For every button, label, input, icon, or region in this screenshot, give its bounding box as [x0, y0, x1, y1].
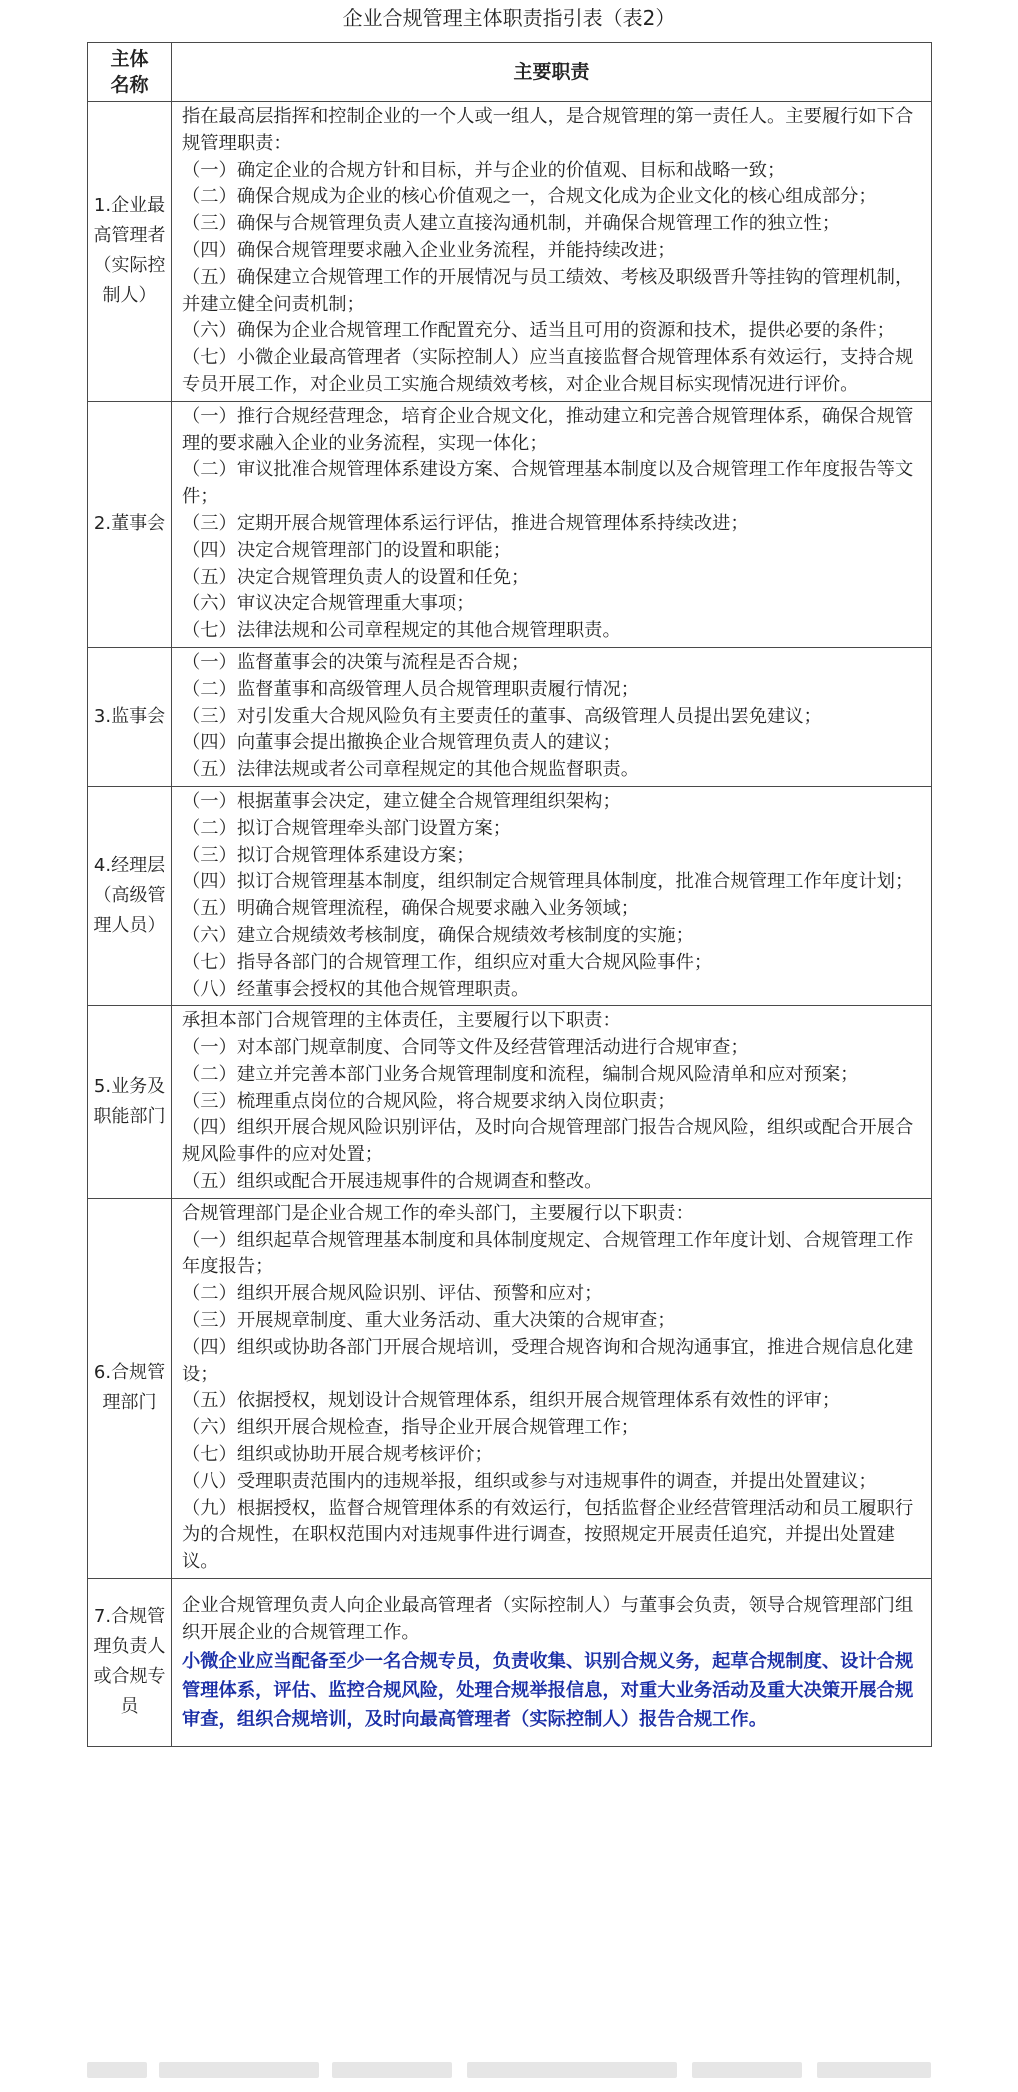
duties-cell — [172, 786, 932, 1005]
duty-line: （九）根据授权，监督合规管理体系的有效运行，包括监督企业经营管理活动和员工履职行为的合规性，在职权范围内对违规事件进行调查，按照规定开展责任追究，并提出处置建议。 — [182, 1497, 914, 1573]
duty-line: （四）向董事会提出撤换企业合规管理负责人的建议； — [182, 732, 621, 754]
duty-line: （八）受理职责范围内的违规举报，组织或参与对违规事件的调查，并提出处置建议； — [182, 1470, 877, 1492]
subject-cell: 6.合规管理部门 — [88, 1198, 172, 1578]
table-row — [88, 1198, 932, 1578]
duty-line: （六）建立合规绩效考核制度，确保合规绩效考核制度的实施； — [182, 924, 694, 946]
subject-cell: 1.企业最高管理者（实际控制人） — [88, 102, 172, 402]
duty-line: （六）组织开展合规检查，指导企业开展合规管理工作； — [182, 1417, 640, 1439]
blurred-footer — [87, 2058, 931, 2082]
subject-cell: 2.董事会 — [88, 401, 172, 647]
duty-line: （一）组织起草合规管理基本制度和具体制度规定、合规管理工作年度计划、合规管理工作年度报告； — [182, 1229, 914, 1278]
duty-line: （五）决定合规管理负责人的设置和任免； — [182, 566, 530, 588]
duty-line: （四）决定合规管理部门的设置和职能； — [182, 539, 512, 561]
header-subject: 主体名称 — [88, 43, 172, 102]
duty-table — [87, 42, 932, 1747]
duty-line: （六）审议决定合规管理重大事项； — [182, 593, 475, 615]
duty-line: （五）法律法规或者公司章程规定的其他合规监督职责。 — [182, 759, 640, 781]
duty-line: （一）对本部门规章制度、合同等文件及经营管理活动进行合规审查； — [182, 1037, 749, 1059]
duty-line: （八）经董事会授权的其他合规管理职责。 — [182, 978, 530, 1000]
duty-line: （一）监督董事会的决策与流程是否合规； — [182, 651, 530, 673]
table-row — [88, 1006, 932, 1199]
table-title: 企业合规管理主体职责指引表（表2） — [342, 6, 676, 30]
duties-cell — [172, 102, 932, 402]
duty-line: （一）确定企业的合规方针和目标，并与企业的价值观、目标和战略一致； — [182, 159, 786, 181]
highlighted-duty-line: 小微企业应当配备至少一名合规专员，负责收集、识别合规义务，起草合规制度、设计合规管理体系，评估、监控合规风险，处理合规举报信息，对重大业务活动及重大决策开展合规审查，组织合规培训，及时向最高管理者（实际控制人）报告合规工作。 — [182, 1650, 914, 1730]
table-row — [88, 102, 932, 402]
duty-line: 企业合规管理负责人向企业最高管理者（实际控制人）与董事会负责，领导合规管理部门组织开展企业的合规管理工作。 — [182, 1595, 914, 1643]
duty-line: （三）开展规章制度、重大业务活动、重大决策的合规审查； — [182, 1310, 676, 1332]
duty-line: （五）依据授权，规划设计合规管理体系，组织开展合规管理体系有效性的评审； — [182, 1390, 841, 1412]
duties-cell — [172, 1198, 932, 1578]
duty-line: （四）组织或协助各部门开展合规培训，受理合规咨询和合规沟通事宜，推进合规信息化建设； — [182, 1336, 914, 1385]
duties-cell — [172, 1579, 932, 1747]
duty-line: （七）法律法规和公司章程规定的其他合规管理职责。 — [182, 620, 621, 642]
subject-cell: 3.监事会 — [88, 647, 172, 786]
duty-line: 合规管理部门是企业合规工作的牵头部门，主要履行以下职责： — [182, 1202, 694, 1224]
duty-line: （七）指导各部门的合规管理工作，组织应对重大合规风险事件； — [182, 951, 713, 973]
duty-line: （二）拟订合规管理牵头部门设置方案； — [182, 817, 512, 839]
duty-line: （五）确保建立合规管理工作的开展情况与员工绩效、考核及职级晋升等挂钩的管理机制，并建立健全问责机制； — [182, 266, 914, 315]
duty-line: （三）对引发重大合规风险负有主要责任的董事、高级管理人员提出罢免建议； — [182, 705, 822, 727]
duty-line: （六）确保为企业合规管理工作配置充分、适当且可用的资源和技术，提供必要的条件； — [182, 320, 895, 342]
duty-line: （三）拟订合规管理体系建设方案； — [182, 844, 475, 866]
duty-line: （四）组织开展合规风险识别评估，及时向合规管理部门报告合规风险，组织或配合开展合规风险事件的应对处置； — [182, 1117, 914, 1166]
duty-line: （三）确保与合规管理负责人建立直接沟通机制，并确保合规管理工作的独立性； — [182, 213, 841, 235]
header-duties: 主要职责 — [172, 43, 932, 102]
duty-line: （七）小微企业最高管理者（实际控制人）应当直接监督合规管理体系有效运行，支持合规专员开展工作，对企业员工实施合规绩效考核，对企业合规目标实现情况进行评价。 — [182, 347, 914, 395]
duty-line: （二）组织开展合规风险识别、评估、预警和应对； — [182, 1283, 603, 1305]
duty-line: （一）推行合规经营理念，培育企业合规文化，推动建立和完善合规管理体系，确保合规管理的要求融入企业的业务流程，实现一体化； — [182, 405, 914, 454]
duties-cell — [172, 647, 932, 786]
duty-line: （四）确保合规管理要求融入企业业务流程，并能持续改进； — [182, 239, 676, 261]
duties-cell — [172, 1006, 932, 1199]
duty-line: 承担本部门合规管理的主体责任，主要履行以下职责： — [182, 1010, 621, 1032]
duty-line: （五）明确合规管理流程，确保合规要求融入业务领域； — [182, 898, 640, 920]
duty-line: （一）根据董事会决定，建立健全合规管理组织架构； — [182, 790, 621, 812]
table-row — [88, 401, 932, 647]
subject-cell: 5.业务及职能部门 — [88, 1006, 172, 1199]
table-row — [88, 647, 932, 786]
table-row — [88, 786, 932, 1005]
subject-cell: 4.经理层（高级管理人员） — [88, 786, 172, 1005]
duty-line: （二）确保合规成为企业的核心价值观之一，合规文化成为企业文化的核心组成部分； — [182, 186, 877, 208]
duties-cell — [172, 401, 932, 647]
table-header-row — [88, 43, 932, 102]
duty-line: 指在最高层指挥和控制企业的一个人或一组人，是合规管理的第一责任人。主要履行如下合规管理职责： — [182, 106, 914, 154]
table-row — [88, 1579, 932, 1747]
subject-cell: 7.合规管理负责人或合规专员 — [88, 1579, 172, 1747]
duty-line: （二）建立并完善本部门业务合规管理制度和流程，编制合规风险清单和应对预案； — [182, 1063, 859, 1085]
duty-line: （二）审议批准合规管理体系建设方案、合规管理基本制度以及合规管理工作年度报告等文件； — [182, 459, 914, 508]
duty-line: （五）组织或配合开展违规事件的合规调查和整改。 — [182, 1171, 603, 1193]
duty-line: （七）组织或协助开展合规考核评价； — [182, 1444, 493, 1466]
duty-line: （三）梳理重点岗位的合规风险，将合规要求纳入岗位职责； — [182, 1090, 676, 1112]
duty-line: （二）监督董事和高级管理人员合规管理职责履行情况； — [182, 678, 640, 700]
duty-line: （四）拟订合规管理基本制度，组织制定合规管理具体制度，批准合规管理工作年度计划； — [182, 871, 914, 893]
duty-line: （三）定期开展合规管理体系运行评估，推进合规管理体系持续改进； — [182, 512, 749, 534]
